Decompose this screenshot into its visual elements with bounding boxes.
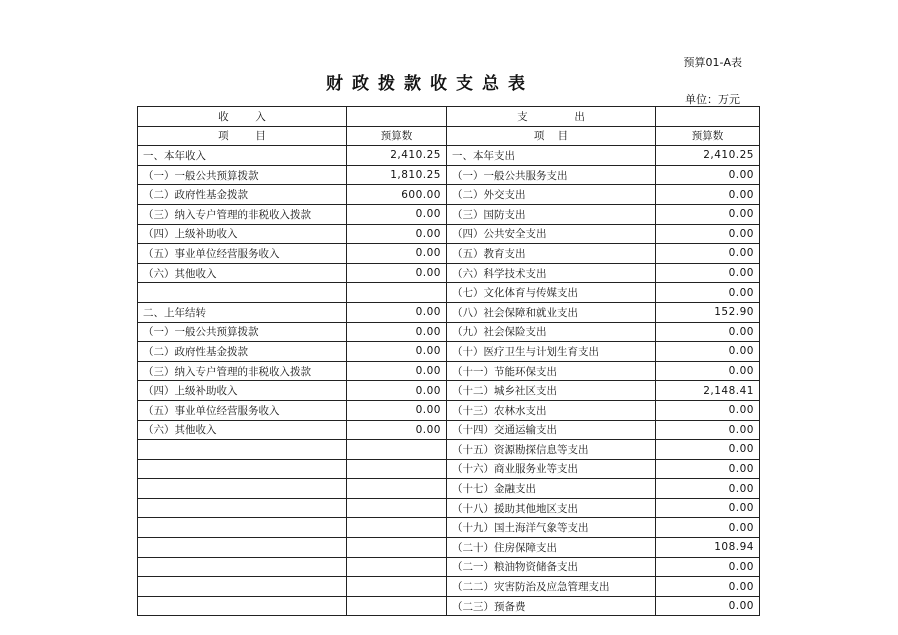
table-row bbox=[138, 479, 760, 499]
table-row bbox=[138, 244, 760, 264]
income-value-cell: 0.00 bbox=[347, 381, 447, 401]
income-section-header-blank bbox=[347, 107, 447, 127]
header-row-sections bbox=[138, 107, 760, 127]
expense-value-cell: 0.00 bbox=[656, 224, 760, 244]
income-value-cell: 0.00 bbox=[347, 420, 447, 440]
expense-section-header-blank bbox=[656, 107, 760, 127]
expense-value-cell: 152.90 bbox=[656, 302, 760, 322]
income-value-cell: 0.00 bbox=[347, 204, 447, 224]
income-value-cell bbox=[347, 440, 447, 460]
income-value-cell: 0.00 bbox=[347, 302, 447, 322]
expense-item-cell: （十七）金融支出 bbox=[447, 479, 656, 499]
table-row bbox=[138, 322, 760, 342]
income-section-header bbox=[138, 107, 347, 127]
expense-item-cell: （十二）城乡社区支出 bbox=[447, 381, 656, 401]
expense-value-cell: 0.00 bbox=[656, 342, 760, 362]
expense-value-cell: 0.00 bbox=[656, 459, 760, 479]
income-item-header-label: 项 目 bbox=[218, 130, 266, 143]
income-value-cell: 2,410.25 bbox=[347, 146, 447, 166]
table-row bbox=[138, 165, 760, 185]
income-value-cell: 0.00 bbox=[347, 400, 447, 420]
income-item-cell bbox=[138, 557, 347, 577]
expense-item-cell: （八）社会保障和就业支出 bbox=[447, 302, 656, 322]
expense-item-cell: （十）医疗卫生与计划生育支出 bbox=[447, 342, 656, 362]
expense-item-cell: （十三）农林水支出 bbox=[447, 400, 656, 420]
expense-value-cell: 0.00 bbox=[656, 244, 760, 264]
income-budget-header: 预算数 bbox=[347, 126, 447, 146]
expense-value-cell: 0.00 bbox=[656, 479, 760, 499]
table-row bbox=[138, 342, 760, 362]
expense-item-cell: （七）文化体育与传媒支出 bbox=[447, 283, 656, 303]
income-value-cell bbox=[347, 538, 447, 558]
expense-item-cell: （九）社会保险支出 bbox=[447, 322, 656, 342]
income-item-cell: （六）其他收入 bbox=[138, 263, 347, 283]
expense-item-cell: （六）科学技术支出 bbox=[447, 263, 656, 283]
expense-item-header bbox=[447, 126, 656, 146]
expense-item-cell: （三）国防支出 bbox=[447, 204, 656, 224]
expense-item-cell: （四）公共安全支出 bbox=[447, 224, 656, 244]
income-value-cell: 0.00 bbox=[347, 224, 447, 244]
income-item-cell bbox=[138, 518, 347, 538]
table-row bbox=[138, 283, 760, 303]
expense-item-cell: （十五）资源勘探信息等支出 bbox=[447, 440, 656, 460]
income-item-cell: （六）其他收入 bbox=[138, 420, 347, 440]
income-item-cell: （四）上级补助收入 bbox=[138, 224, 347, 244]
income-item-cell: 二、上年结转 bbox=[138, 302, 347, 322]
table-row bbox=[138, 440, 760, 460]
expense-item-cell: （十九）国土海洋气象等支出 bbox=[447, 518, 656, 538]
table-body bbox=[138, 107, 760, 616]
income-value-cell: 0.00 bbox=[347, 322, 447, 342]
income-item-cell: （一）一般公共预算拨款 bbox=[138, 165, 347, 185]
expense-value-cell: 0.00 bbox=[656, 518, 760, 538]
expense-value-cell: 0.00 bbox=[656, 498, 760, 518]
expense-item-cell: （十一）节能环保支出 bbox=[447, 361, 656, 381]
table-row bbox=[138, 498, 760, 518]
table-row bbox=[138, 459, 760, 479]
income-item-cell: （五）事业单位经营服务收入 bbox=[138, 244, 347, 264]
expense-item-cell: （一）一般公共服务支出 bbox=[447, 165, 656, 185]
expense-value-cell: 0.00 bbox=[656, 596, 760, 616]
table-row bbox=[138, 420, 760, 440]
table-row bbox=[138, 557, 760, 577]
expense-item-cell: （十六）商业服务业等支出 bbox=[447, 459, 656, 479]
income-item-cell bbox=[138, 596, 347, 616]
income-item-header bbox=[138, 126, 347, 146]
expense-item-cell: （二）外交支出 bbox=[447, 185, 656, 205]
table-row bbox=[138, 263, 760, 283]
income-value-cell bbox=[347, 283, 447, 303]
income-item-cell: （四）上级补助收入 bbox=[138, 381, 347, 401]
income-item-cell bbox=[138, 459, 347, 479]
income-value-cell bbox=[347, 459, 447, 479]
table-row bbox=[138, 518, 760, 538]
income-item-cell: （三）纳入专户管理的非税收入拨款 bbox=[138, 361, 347, 381]
income-value-cell: 0.00 bbox=[347, 244, 447, 264]
table-row bbox=[138, 538, 760, 558]
income-value-cell bbox=[347, 498, 447, 518]
income-value-cell bbox=[347, 518, 447, 538]
expense-item-cell: （二二）灾害防治及应急管理支出 bbox=[447, 577, 656, 597]
expense-section-header bbox=[447, 107, 656, 127]
income-item-cell: （二）政府性基金拨款 bbox=[138, 185, 347, 205]
income-value-cell: 1,810.25 bbox=[347, 165, 447, 185]
expense-value-cell: 2,148.41 bbox=[656, 381, 760, 401]
table-row bbox=[138, 381, 760, 401]
expense-value-cell: 108.94 bbox=[656, 538, 760, 558]
income-item-cell: （三）纳入专户管理的非税收入拨款 bbox=[138, 204, 347, 224]
expense-item-cell: （五）教育支出 bbox=[447, 244, 656, 264]
page-title: 财政拨款收支总表 bbox=[326, 74, 534, 94]
expense-item-cell: （二一）粮油物资储备支出 bbox=[447, 557, 656, 577]
income-value-cell: 600.00 bbox=[347, 185, 447, 205]
expense-item-cell: （二十）住房保障支出 bbox=[447, 538, 656, 558]
income-value-cell bbox=[347, 596, 447, 616]
header-row-columns bbox=[138, 126, 760, 146]
expense-item-cell: （十八）援助其他地区支出 bbox=[447, 498, 656, 518]
income-item-cell bbox=[138, 498, 347, 518]
expense-value-cell: 0.00 bbox=[656, 204, 760, 224]
table-row bbox=[138, 400, 760, 420]
expense-value-cell: 0.00 bbox=[656, 400, 760, 420]
income-item-cell: （五）事业单位经营服务收入 bbox=[138, 400, 347, 420]
income-value-cell bbox=[347, 577, 447, 597]
form-code: 预算01-A表 bbox=[683, 56, 742, 69]
income-item-cell: （二）政府性基金拨款 bbox=[138, 342, 347, 362]
expense-value-cell: 0.00 bbox=[656, 577, 760, 597]
expense-value-cell: 0.00 bbox=[656, 440, 760, 460]
income-item-cell bbox=[138, 440, 347, 460]
expense-value-cell: 0.00 bbox=[656, 361, 760, 381]
expense-item-cell: 一、本年支出 bbox=[447, 146, 656, 166]
income-value-cell bbox=[347, 479, 447, 499]
expense-budget-header: 预算数 bbox=[656, 126, 760, 146]
expense-value-cell: 0.00 bbox=[656, 283, 760, 303]
table-row bbox=[138, 577, 760, 597]
income-value-cell bbox=[347, 557, 447, 577]
income-item-cell bbox=[138, 479, 347, 499]
unit-label: 单位：万元 bbox=[685, 93, 740, 106]
table-row bbox=[138, 361, 760, 381]
table-row bbox=[138, 204, 760, 224]
income-item-cell bbox=[138, 283, 347, 303]
expense-value-cell: 0.00 bbox=[656, 263, 760, 283]
expense-item-cell: （二三）预备费 bbox=[447, 596, 656, 616]
expense-section-label: 支 出 bbox=[517, 110, 585, 123]
table-row bbox=[138, 302, 760, 322]
income-value-cell: 0.00 bbox=[347, 342, 447, 362]
expense-item-cell: （十四）交通运输支出 bbox=[447, 420, 656, 440]
income-section-label: 收 入 bbox=[218, 110, 266, 123]
table-row bbox=[138, 224, 760, 244]
table-row bbox=[138, 596, 760, 616]
income-value-cell: 0.00 bbox=[347, 263, 447, 283]
expense-item-header-label: 项 目 bbox=[533, 130, 569, 143]
income-item-cell bbox=[138, 577, 347, 597]
income-value-cell: 0.00 bbox=[347, 361, 447, 381]
expense-value-cell: 2,410.25 bbox=[656, 146, 760, 166]
table-row bbox=[138, 185, 760, 205]
table-row bbox=[138, 146, 760, 166]
expense-value-cell: 0.00 bbox=[656, 322, 760, 342]
income-item-cell bbox=[138, 538, 347, 558]
expense-value-cell: 0.00 bbox=[656, 557, 760, 577]
expense-value-cell: 0.00 bbox=[656, 185, 760, 205]
budget-table bbox=[137, 106, 760, 616]
expense-value-cell: 0.00 bbox=[656, 420, 760, 440]
expense-value-cell: 0.00 bbox=[656, 165, 760, 185]
income-item-cell: （一）一般公共预算拨款 bbox=[138, 322, 347, 342]
income-item-cell: 一、本年收入 bbox=[138, 146, 347, 166]
